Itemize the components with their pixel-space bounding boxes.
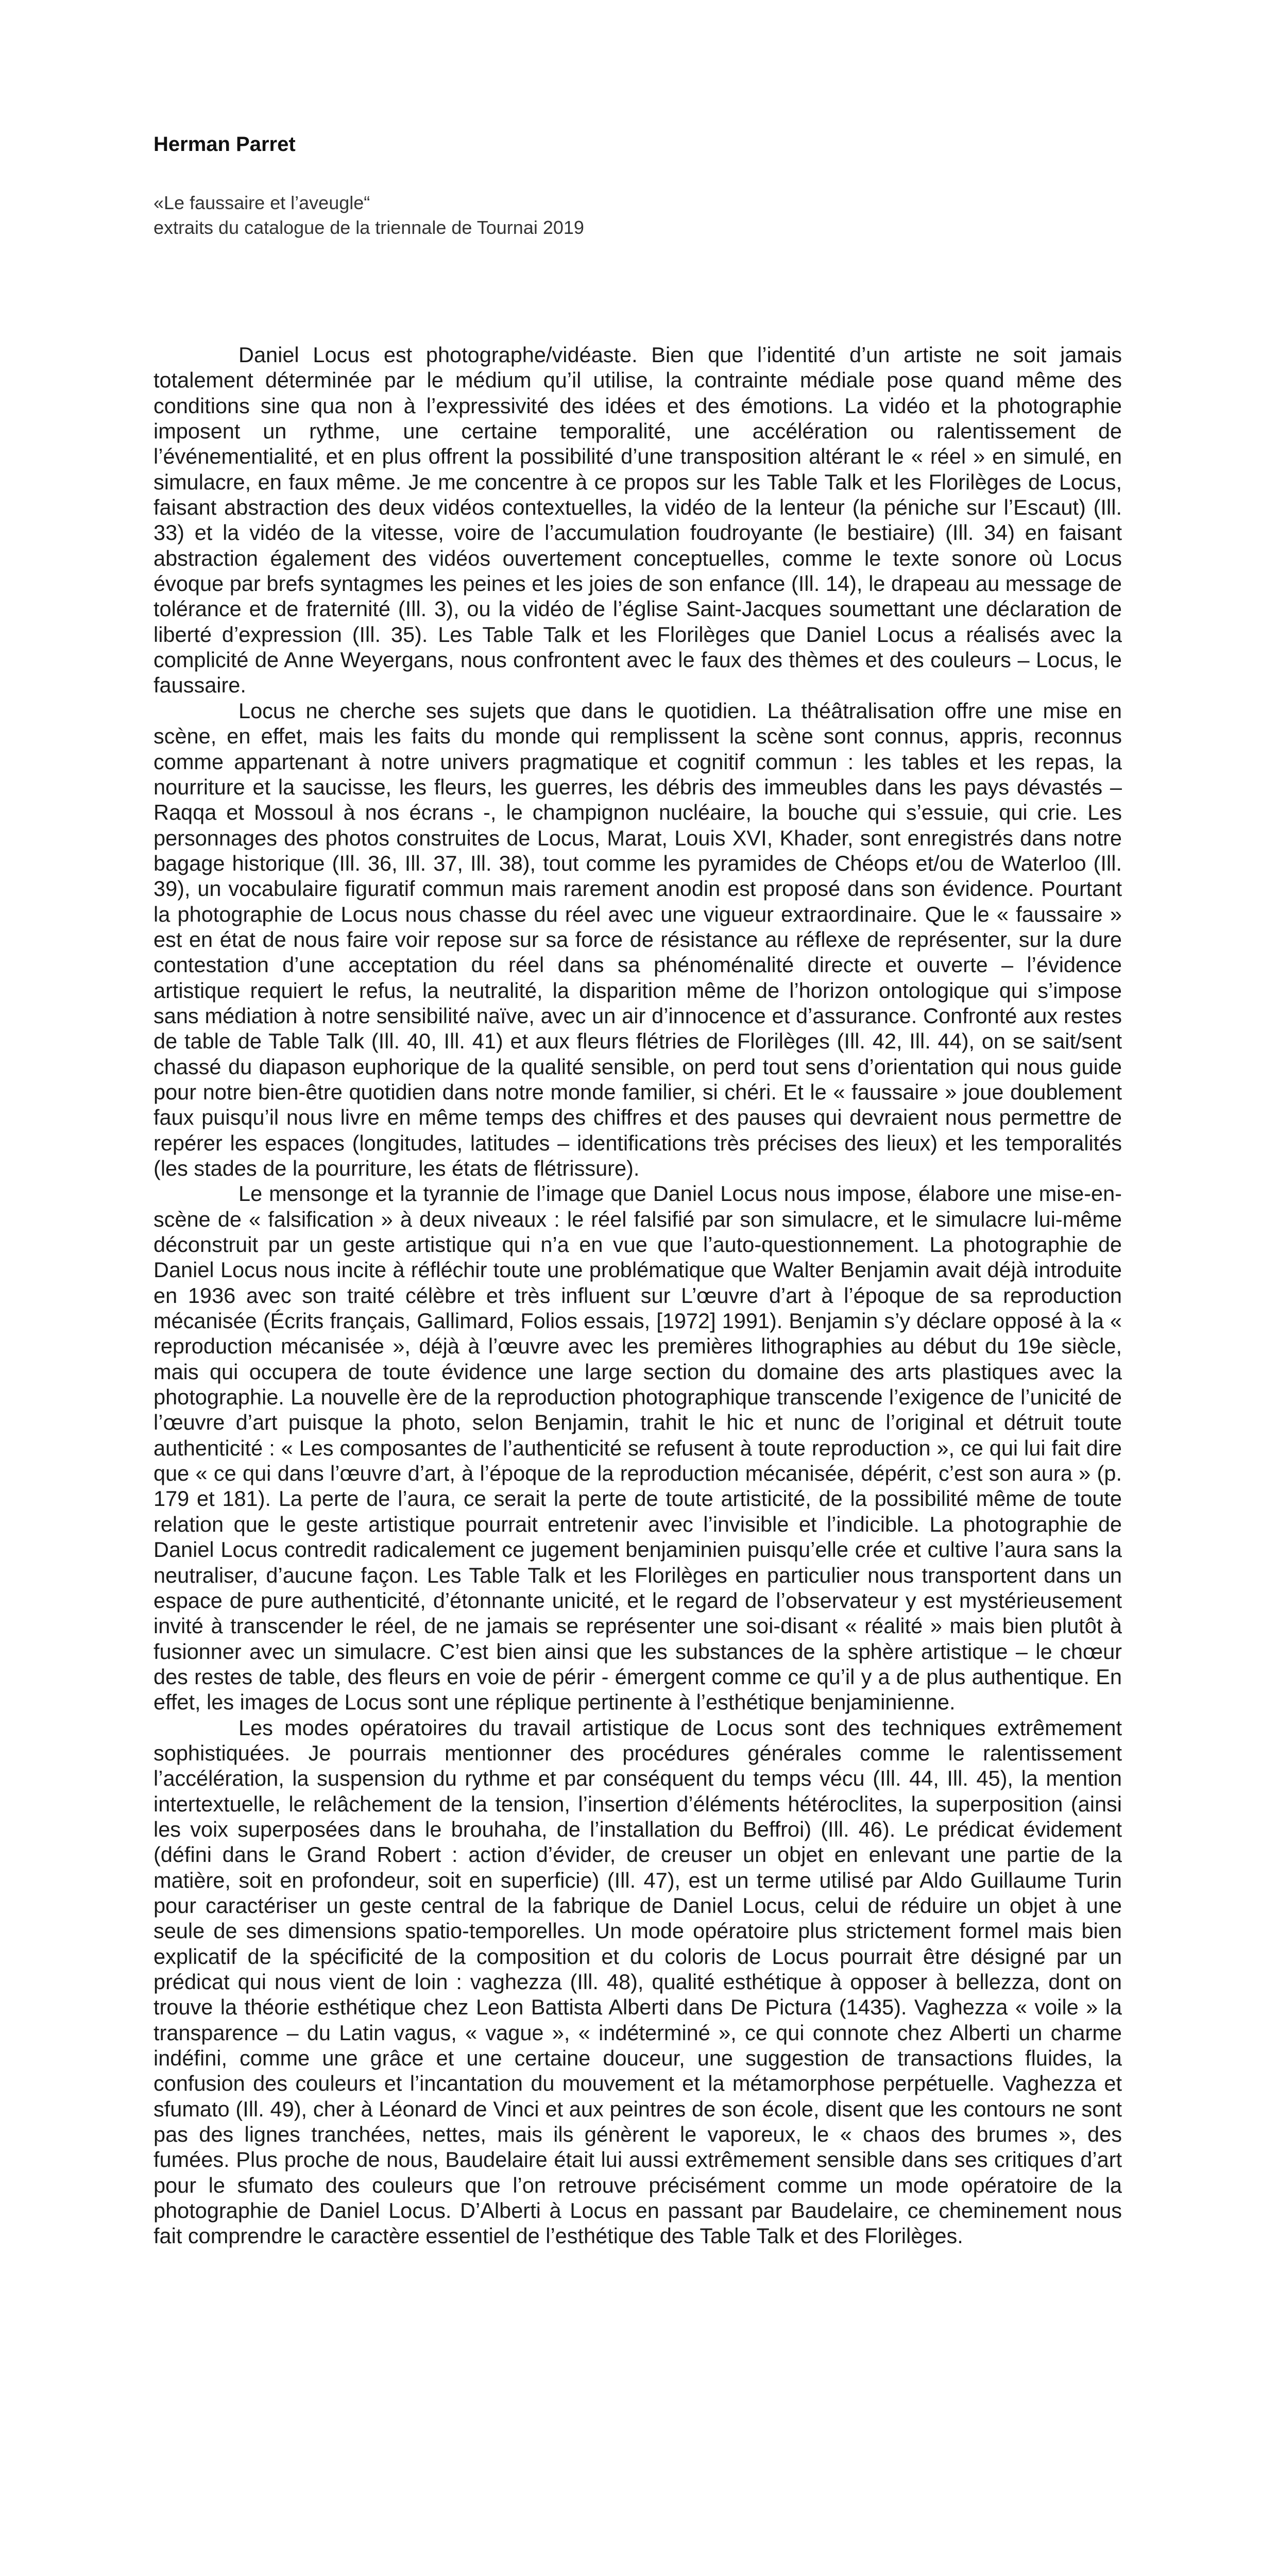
essay-title: «Le faussaire et l’aveugle“ <box>154 192 370 213</box>
essay-paragraph-2: Locus ne cherche ses sujets que dans le quotidien. La théâtralisation offre une mise en scène, en effet, mais les faits du monde qui remplissent la scène sont connus, appris, reconnus comme appartenant à notre univers pragmatique et cognitif commun : les tables et les repas, la nourriture et la saucisse, les fleurs, les guerres, les débris des immeubles dans les pays dévastés – Raqqa et Mossoul à nos écrans -, le champignon nucléaire, la bouche qui s’essuie, qui crie. Les personnages des photos construites de Locus, Marat, Louis XVI, Khader, sont enregistrés dans notre bagage historique (Ill. 36, Ill. 37, Ill. 38), tout comme les pyramides de Chéops et/ou de Waterloo (Ill. 39), un vocabulaire figuratif commun mais rarement anodin est proposé dans son évidence. Pourtant la photographie de Locus nous chasse du réel avec une vigueur extraordinaire. Que le « faussaire » est en état de nous faire voir repose sur sa force de résistance au réflexe de représenter, sur la dure contestation d’une acceptation du réel dans sa phénoménalité directe et ouverte – l’évidence artistique requiert le refus, la neutralité, la disparition même de l’horizon ontologique qui s’impose sans médiation à notre sensibilité naïve, avec un air d’innocence et d’assurance. Confronté aux restes de table de Table Talk (Ill. 40, Ill. 41) et aux fleurs flétries de Florilèges (Ill. 42, Ill. 44), on se sait/sent chassé du diapason euphorique de la qualité sensible, on perd tout sens d’orientation qui nous guide pour notre bien-être quotidien dans notre monde familier, si chéri. Et le « faussaire » joue doublement faux puisqu’il nous livre en même temps des chiffres et des pauses qui devraient nous permettre de repérer les espaces (longitudes, latitudes – identifications très précises des lieux) et les temporalités (les stades de la pourriture, les états de flétrissure). <box>154 698 1122 1180</box>
essay-paragraph-3: Le mensonge et la tyrannie de l’image que Daniel Locus nous impose, élabore une mise-en-scène de « falsification » à deux niveaux : le réel falsifié par son simulacre, et le simulacre lui-même déconstruit par un geste artistique qui n’a en vue que l’auto-questionnement. La photographie de Daniel Locus nous incite à réfléchir toute une problématique que Walter Benjamin avait déjà introduite en 1936 avec son traité célèbre et très influent sur L’œuvre d’art à l’époque de sa reproduction mécanisée (Écrits français, Gallimard, Folios essais, [1972] 1991). Benjamin s’y déclare opposé à la « reproduction mécanisée », déjà à l’œuvre avec les premières lithographies au début du 19e siècle, mais qui occupera de toute évidence une large section du domaine des arts plastiques avec la photographie. La nouvelle ère de la reproduction photographique transcende l’exigence de l’unicité de l’œuvre d’art puisque la photo, selon Benjamin, trahit le hic et nunc de l’original et détruit toute authenticité : « Les composantes de l’authenticité se refusent à toute reproduction », ce qui lui fait dire que « ce qui dans l’œuvre d’art, à l’époque de la reproduction mécanisée, dépérit, c’est son aura » (p. 179 et 181). La perte de l’aura, ce serait la perte de toute artisticité, de la possibilité même de toute relation que le geste artistique pourrait entretenir avec l’invisible et l’indicible. La photographie de Daniel Locus contredit radicalement ce jugement benjaminien puisqu’elle crée et cultive l’aura sans la neutraliser, d’aucune façon. Les Table Talk et les Florilèges en particulier nous transportent dans un espace de pure authenticité, d’étonnante unicité, et le regard de l’observateur y est mystérieusement invité à transcender le réel, de ne jamais se représenter une soi-disant « réalité » mais bien plutôt à fusionner avec un simulacre. C’est bien ainsi que les substances de la sphère artistique – le chœur des restes de table, des fleurs en voie de périr - émergent comme ce qu’il y a de plus authentique. En effet, les images de Locus sont une réplique pertinente à l’esthétique benjaminienne. <box>154 1181 1122 1715</box>
document-subtitle <box>154 191 584 240</box>
author-name: Herman Parret <box>154 133 296 156</box>
source-note: extraits du catalogue de la triennale de Tournai 2019 <box>154 217 584 238</box>
essay-paragraph-4: Les modes opératoires du travail artistique de Locus sont des techniques extrêmement sophistiquées. Je pourrais mentionner des procédures générales comme le ralentissement l’accélération, la suspension du rythme et par conséquent du temps vécu (Ill. 44, Ill. 45), la mention intertextuelle, le relâchement de la tension, l’insertion d’éléments hétéroclites, la superposition (ainsi les voix superposées dans le brouhaha, de l’installation du Beffroi) (Ill. 46). Le prédicat évidement (défini dans le Grand Robert : action d’évider, de creuser un objet en enlevant une partie de la matière, soit en profondeur, soit en superficie) (Ill. 47), est un terme utilisé par Aldo Guillaume Turin pour caractériser un geste central de la fabrique de Daniel Locus, celui de réduire un objet à une seule de ses dimensions spatio-temporelles. Un mode opératoire plus strictement formel mais bien explicatif de la spécificité de la composition et du coloris de Locus pourrait être désigné par un prédicat qui nous vient de loin : vaghezza (Ill. 48), qualité esthétique à opposer à bellezza, dont on trouve la théorie esthétique chez Leon Battista Alberti dans De Pictura (1435). Vaghezza « voile » la transparence – du Latin vagus, « vague », « indéterminé », ce qui connote chez Alberti un charme indéfini, comme une grâce et une certaine douceur, une suggestion de transactions fluides, la confusion des couleurs et l’incantation du mouvement et la métamorphose perpétuelle. Vaghezza et sfumato (Ill. 49), cher à Léonard de Vinci et aux peintres de son école, disent que les contours ne sont pas des lignes tranchées, nettes, mais ils génèrent le vaporeux, le « chaos des brumes », des fumées. Plus proche de nous, Baudelaire était lui aussi extrêmement sensible dans ses critiques d’art pour le sfumato des couleurs que l’on retrouve précisément comme un mode opératoire de la photographie de Daniel Locus. D’Alberti à Locus en passant par Baudelaire, ce cheminement nous fait comprendre le caractère essentiel de l’esthétique des Table Talk et des Florilèges. <box>154 1715 1122 2248</box>
essay-paragraph-1: Daniel Locus est photographe/vidéaste. Bien que l’identité d’un artiste ne soit jamais totalement déterminée par le médium qu’il utilise, la contrainte médiale pose quand même des conditions sine qua non à l’expressivité des idées et des émotions. La vidéo et la photographie imposent un rythme, une certaine temporalité, une accélération ou ralentissement de l’événementialité, et en plus offrent la possibilité d’une transposition altérant le « réel » en simulé, en simulacre, en faux même. Je me concentre à ce propos sur les Table Talk et les Florilèges de Locus, faisant abstraction des deux vidéos contextuelles, la vidéo de la lenteur (la péniche sur l’Escaut) (Ill. 33) et la vidéo de la vitesse, voire de l’accumulation foudroyante (le bestiaire) (Ill. 34) en faisant abstraction également des vidéos ouvertement conceptuelles, comme le texte sonore où Locus évoque par brefs syntagmes les peines et les joies de son enfance (Ill. 14), le drapeau au message de tolérance et de fraternité (Ill. 3), ou la vidéo de l’église Saint-Jacques soumettant une déclaration de liberté d’expression (Ill. 35). Les Table Talk et les Florilèges que Daniel Locus a réalisés avec la complicité de Anne Weyergans, nous confrontent avec le faux des thèmes et des couleurs – Locus, le faussaire. <box>154 343 1122 698</box>
essay-body <box>154 342 1122 2249</box>
